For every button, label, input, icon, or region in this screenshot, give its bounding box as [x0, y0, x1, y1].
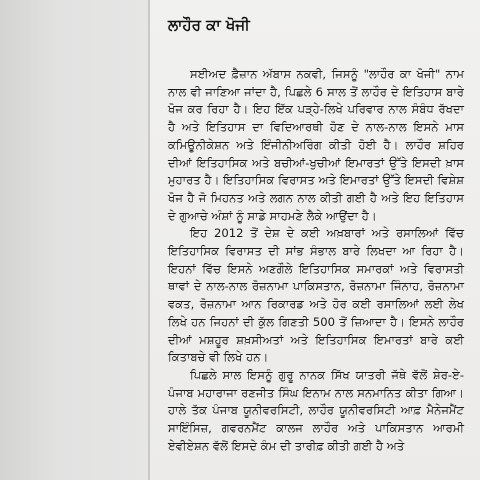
article-body	[168, 66, 464, 455]
article	[168, 14, 464, 455]
paragraph-1: ਸਈਅਦ ਫ਼ੈਜ਼ਾਨ ਅੱਬਾਸ ਨਕਵੀ, ਜਿਸਨੂੰ "ਲਾਹੌਰ ਕਾ ਖੋਜੀ" ਨਾਮ ਨਾਲ ਵੀ ਜਾਣਿਆ ਜਾਂਦਾ ਹੈ, ਪਿਛਲੇ 6 ਸਾਲ ਤੋਂ ਲਾਹੌਰ ਦੇ ਇਤਿਹਾਸ ਬਾਰੇ ਖੋਜ ਕਰ ਰਿਹਾ ਹੈ। ਇਹ ਇੱਕ ਪੜ੍ਹੇ-ਲਿਖੇ ਪਰਿਵਾਰ ਨਾਲ ਸੰਬੰਧ ਰੱਖਦਾ ਹੈ ਅਤੇ ਇਤਿਹਾਸ ਦਾ ਵਿਦਿਆਰਥੀ ਹੋਣ ਦੇ ਨਾਲ-ਨਾਲ ਇਸਨੇ ਮਾਸ ਕਮਿਊਨੀਕੇਸ਼ਨ ਅਤੇ ਇੰਜੀਨੀਅਰਿੰਗ ਕੀਤੀ ਹੋਈ ਹੈ। ਲਾਹੌਰ ਸ਼ਹਿਰ ਦੀਆਂ ਇਤਿਹਾਸਿਕ ਅਤੇ ਬਚੀਆਂ-ਖੁਚੀਆਂ ਇਮਾਰਤਾਂ ਉੱਤੇ ਇਸਦੀ ਖ਼ਾਸ ਮੁਹਾਰਤ ਹੈ। ਇਤਿਹਾਸਿਕ ਵਿਰਾਸਤ ਅਤੇ ਇਮਾਰਤਾਂ ਉੱਤੇ ਇਸਦੀ ਵਿਸ਼ੇਸ਼ ਖੋਜ ਹੈ ਜੋ ਮਿਹਨਤ ਅਤੇ ਲਗਨ ਨਾਲ ਕੀਤੀ ਗਈ ਹੈ ਅਤੇ ਇਹ ਇਤਿਹਾਸ ਦੇ ਗੁਆਚੇ ਅੰਸ਼ਾਂ ਨੂੰ ਸਾਡੇ ਸਾਹਮਣੇ ਲੈਕੇ ਆਉਂਦਾ ਹੈ।	[168, 67, 464, 223]
article-title: ਲਾਹੌਰ ਕਾ ਖੋਜੀ	[168, 16, 250, 34]
left-page-margin	[0, 0, 150, 480]
paragraph-3: ਪਿਛਲੇ ਸਾਲ ਇਸਨੂੰ ਗੁਰੂ ਨਾਨਕ ਸਿੱਖ ਯਾਤਰੀ ਜੱਥੇ ਵੱਲੋਂ ਸ਼ੇਰ-ਏ-ਪੰਜਾਬ ਮਹਾਰਾਜਾ ਰਣਜੀਤ ਸਿੰਘ ਇਨਾਮ ਨਾਲ ਸਨਮਾਨਿਤ ਕੀਤਾ ਗਿਆ। ਹਾਲੇ ਤੱਕ ਪੰਜਾਬ ਯੂਨੀਵਰਸਿਟੀ, ਲਾਹੌਰ ਯੂਨੀਵਰਸਿਟੀ ਆਫ਼ ਮੈਨੇਜਮੈਂਟ ਸਾਇੰਸਿਜ਼, ਗਵਰਨਮੈਂਟ ਕਾਲਜ ਲਾਹੌਰ ਅਤੇ ਪਾਕਿਸਤਾਨ ਆਰਮੀ ਏਵੀਏਸ਼ਨ ਵੱਲੋਂ ਇਸਦੇ ਕੰਮ ਦੀ ਤਾਰੀਫ਼ ਕੀਤੀ ਗਈ ਹੈ ਅਤੇ	[168, 367, 464, 453]
paragraph-2: ਇਹ 2012 ਤੋਂ ਦੇਸ਼ ਦੇ ਕਈ ਅਖ਼ਬਾਰਾਂ ਅਤੇ ਰਸਾਲਿਆਂ ਵਿੱਚ ਇਤਿਹਾਸਿਕ ਵਿਰਾਸਤ ਦੀ ਸਾਂਭ ਸੰਭਾਲ ਬਾਰੇ ਲਿਖਦਾ ਆ ਰਿਹਾ ਹੈ। ਇਹਨਾਂ ਵਿੱਚ ਇਸਨੇ ਅਣਗੌਲੇ ਇਤਿਹਾਸਿਕ ਸਮਾਰਕਾਂ ਅਤੇ ਵਿਰਾਸਤੀ ਥਾਵਾਂ ਦੇ ਨਾਲ-ਨਾਲ ਰੋਜ਼ਨਾਮਾ ਪਾਕਿਸਤਾਨ, ਰੋਜ਼ਨਾਮਾ ਜਿੰਨਾਹ, ਰੋਜ਼ਨਾਮਾ ਵਕਤ, ਰੋਜ਼ਨਾਮਾ ਆਨ ਰਿਕਾਰਡ ਅਤੇ ਹੋਰ ਕਈ ਰਸਾਲਿਆਂ ਲਈ ਲੇਖ ਲਿਖੇ ਹਨ ਜਿਹਨਾਂ ਦੀ ਕੁੱਲ ਗਿਣਤੀ 500 ਤੋਂ ਜ਼ਿਆਦਾ ਹੈ। ਇਸਨੇ ਲਾਹੌਰ ਦੀਆਂ ਮਸ਼ਹੂਰ ਸ਼ਖ਼ਸੀਅਤਾਂ ਅਤੇ ਇਤਿਹਾਸਿਕ ਇਮਾਰਤਾਂ ਬਾਰੇ ਕਈ ਕਿਤਾਬਚੇ ਵੀ ਲਿਖੇ ਹਨ।	[168, 226, 464, 365]
